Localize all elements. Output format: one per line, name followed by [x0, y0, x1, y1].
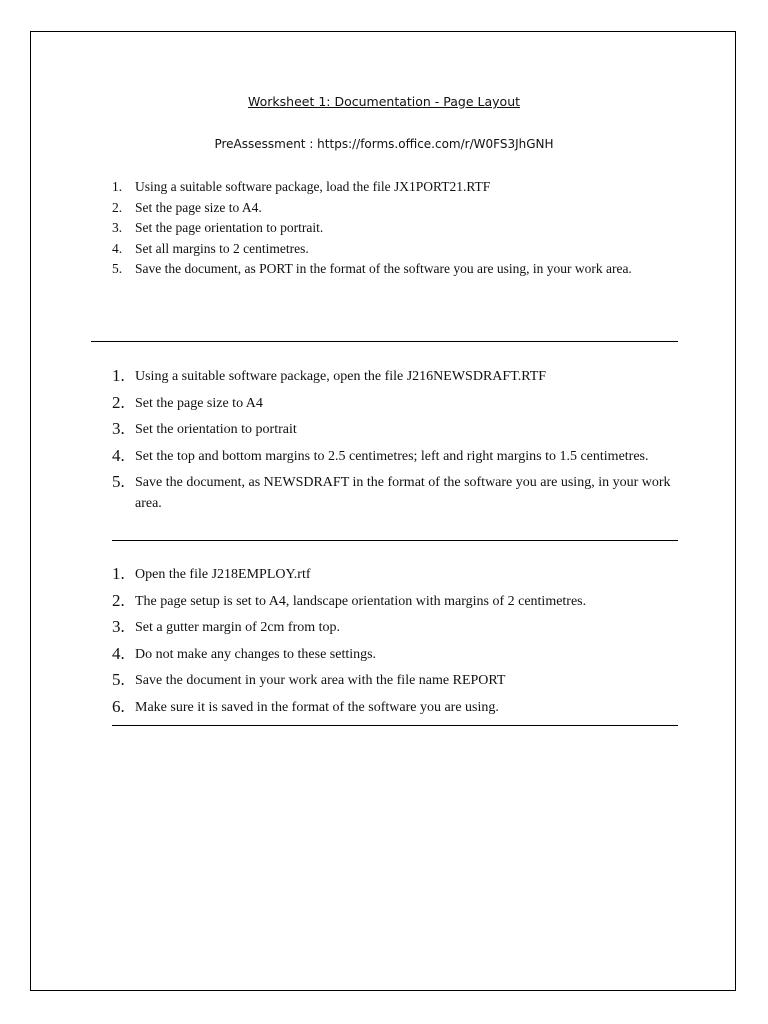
- item-text: Set a gutter margin of 2cm from top.: [135, 620, 341, 635]
- list-item: [112, 645, 678, 666]
- item-text: Set the page orientation to portrait.: [135, 220, 324, 235]
- item-number: 4.: [112, 240, 123, 256]
- list-item: [112, 473, 678, 514]
- item-number: 1.: [112, 366, 125, 385]
- item-number: 1.: [112, 179, 123, 194]
- item-number: 1.: [112, 564, 125, 583]
- list-item: [112, 239, 672, 260]
- item-text: Set the top and bottom margins to 2.5 centimetres; left and right margins to 1.5 centimetres.: [135, 448, 649, 464]
- item-number: 2.: [112, 199, 123, 215]
- item-number: 4.: [112, 643, 125, 663]
- preassessment-line: PreAssessment : https://forms.office.com/r/W0FS3JhGNH: [214, 137, 554, 151]
- list-item: [112, 565, 678, 586]
- item-number: 5.: [112, 261, 123, 276]
- list-item: [112, 367, 678, 388]
- item-text: Using a suitable software package, open the file J216NEWSDRAFT.RTF: [135, 369, 547, 384]
- list-item: [112, 218, 672, 239]
- item-text: Do not make any changes to these settings.: [135, 646, 377, 662]
- item-number: 3.: [112, 617, 125, 636]
- item-text: Open the file J218EMPLOY.rtf: [135, 567, 311, 582]
- list-item: [112, 447, 678, 468]
- list-item: [112, 420, 678, 441]
- list-item: [112, 671, 678, 692]
- item-number: 5.: [112, 670, 125, 689]
- list-item: [112, 698, 678, 719]
- item-number: 2.: [112, 590, 125, 610]
- item-number: 2.: [112, 392, 125, 412]
- list-item: [112, 198, 672, 219]
- item-text: Save the document, as NEWSDRAFT in the format of the software you are using, in your work area.: [135, 475, 671, 511]
- item-number: 6.: [112, 696, 125, 716]
- list-item: [112, 618, 678, 639]
- list-item: [112, 259, 672, 280]
- item-text: Set the orientation to portrait: [135, 422, 297, 437]
- section3-list: [112, 565, 678, 724]
- item-text: The page setup is set to A4, landscape orientation with margins of 2 centimetres.: [135, 593, 587, 609]
- section-divider: [112, 725, 678, 726]
- item-text: Set all margins to 2 centimetres.: [135, 240, 309, 256]
- section2-list: [112, 367, 678, 520]
- section-divider: [91, 341, 678, 342]
- section-divider: [112, 540, 678, 541]
- item-text: Save the document in your work area with the file name REPORT: [135, 673, 506, 688]
- item-text: Save the document, as PORT in the format of the software you are using, in your work area.: [135, 261, 632, 276]
- list-item: [112, 394, 678, 415]
- item-number: 3.: [112, 220, 123, 235]
- item-number: 4.: [112, 445, 125, 465]
- item-text: Set the page size to A4: [135, 395, 263, 411]
- item-text: Make sure it is saved in the format of the software you are using.: [135, 699, 499, 715]
- item-text: Set the page size to A4.: [135, 199, 262, 215]
- list-item: [112, 592, 678, 613]
- item-number: 5.: [112, 472, 125, 491]
- item-text: Using a suitable software package, load the file JX1PORT21.RTF: [135, 179, 491, 194]
- document-title-text: Worksheet 1: Documentation - Page Layout: [247, 94, 521, 109]
- list-item: [112, 177, 672, 198]
- section1-list: [112, 177, 672, 280]
- item-number: 3.: [112, 419, 125, 438]
- document-title: [0, 94, 768, 109]
